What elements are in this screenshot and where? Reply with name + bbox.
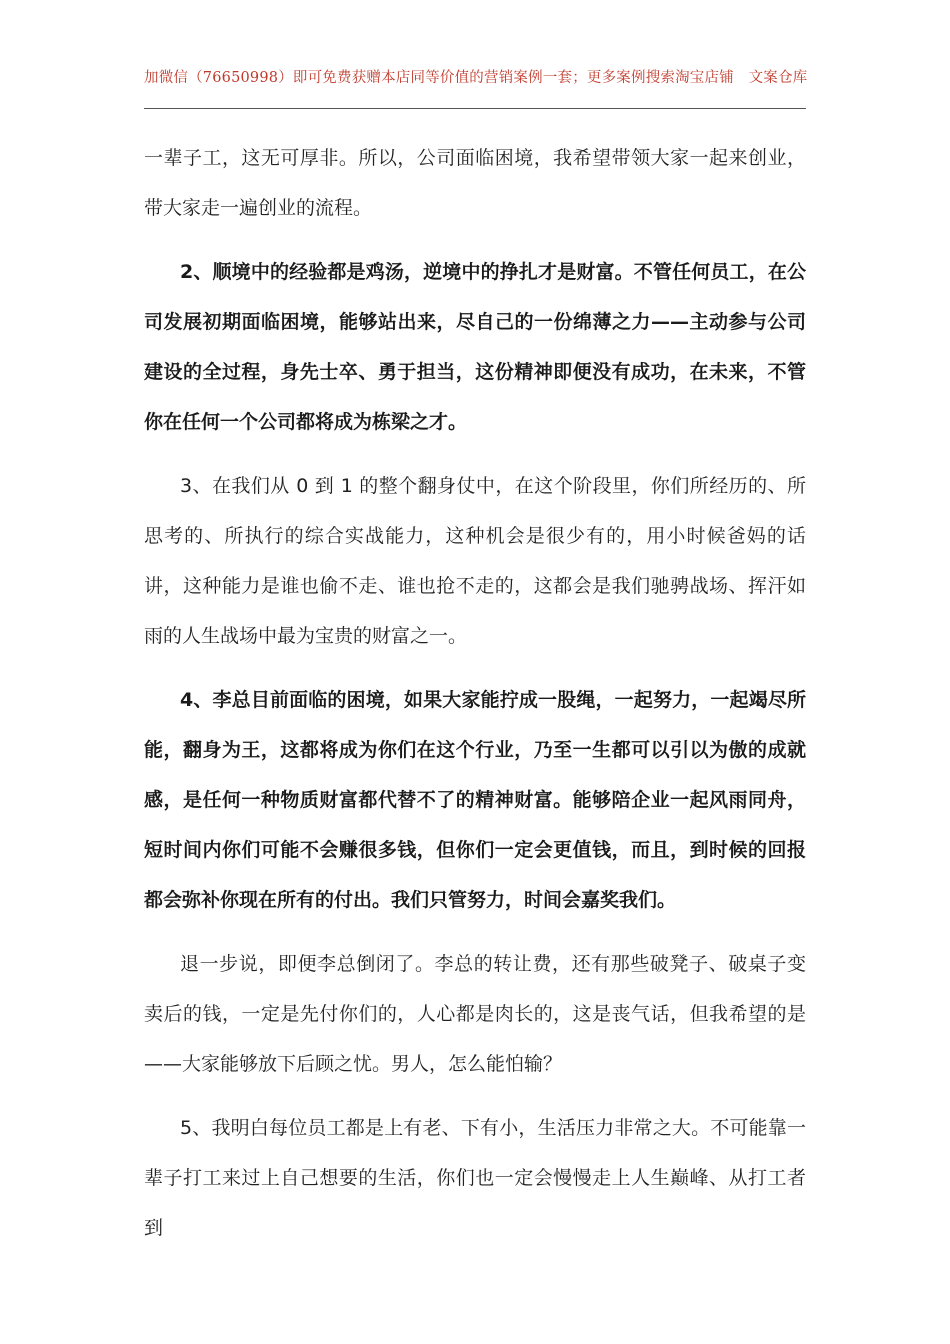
paragraph-step-back: 退一步说，即便李总倒闭了。李总的转让费，还有那些破凳子、破桌子变卖后的钱，一定是先付你们的，人心都是肉长的，这是丧气话，但我希望的是——大家能够放下后顾之忧。男人，怎么能怕输？ [144,953,806,1075]
header-divider [144,108,806,109]
document-body [144,133,806,1267]
paragraph-point-5: 5、我明白每位员工都是上有老、下有小，生活压力非常之大。不可能靠一辈子打工来过上自己想要的生活，你们也一定会慢慢走上人生巅峰、从打工者到 [144,1117,806,1239]
paragraph-point-3: 3、在我们从 0 到 1 的整个翻身仗中，在这个阶段里，你们所经历的、所思考的、所执行的综合实战能力，这种机会是很少有的，用小时候爸妈的话讲，这种能力是谁也偷不走、谁也抢不走的，这都会是我们驰骋战场、挥汗如雨的人生战场中最为宝贵的财富之一。 [144,475,806,647]
paragraph-continuation: 一辈子工，这无可厚非。所以，公司面临困境，我希望带领大家一起来创业，带大家走一遍创业的流程。 [144,147,806,219]
paragraph-point-4: 4、李总目前面临的困境，如果大家能拧成一股绳，一起努力，一起竭尽所能，翻身为王，这都将成为你们在这个行业，乃至一生都可以引以为傲的成就感，是任何一种物质财富都代替不了的精神财富。能够陪企业一起风雨同舟，短时间内你们可能不会赚很多钱，但你们一定会更值钱，而且，到时候的回报都会弥补你现在所有的付出。我们只管努力，时间会嘉奖我们。 [144,689,806,911]
page-header: 加微信（76650998）即可免费获赠本店同等价值的营销案例一套；更多案例搜索淘宝店铺 文案仓库 [144,70,808,86]
paragraph-point-2: 2、顺境中的经验都是鸡汤，逆境中的挣扎才是财富。不管任何员工，在公司发展初期面临困境，能够站出来，尽自己的一份绵薄之力——主动参与公司建设的全过程，身先士卒、勇于担当，这份精神即便没有成功，在未来，不管你在任何一个公司都将成为栋梁之才。 [144,261,806,433]
